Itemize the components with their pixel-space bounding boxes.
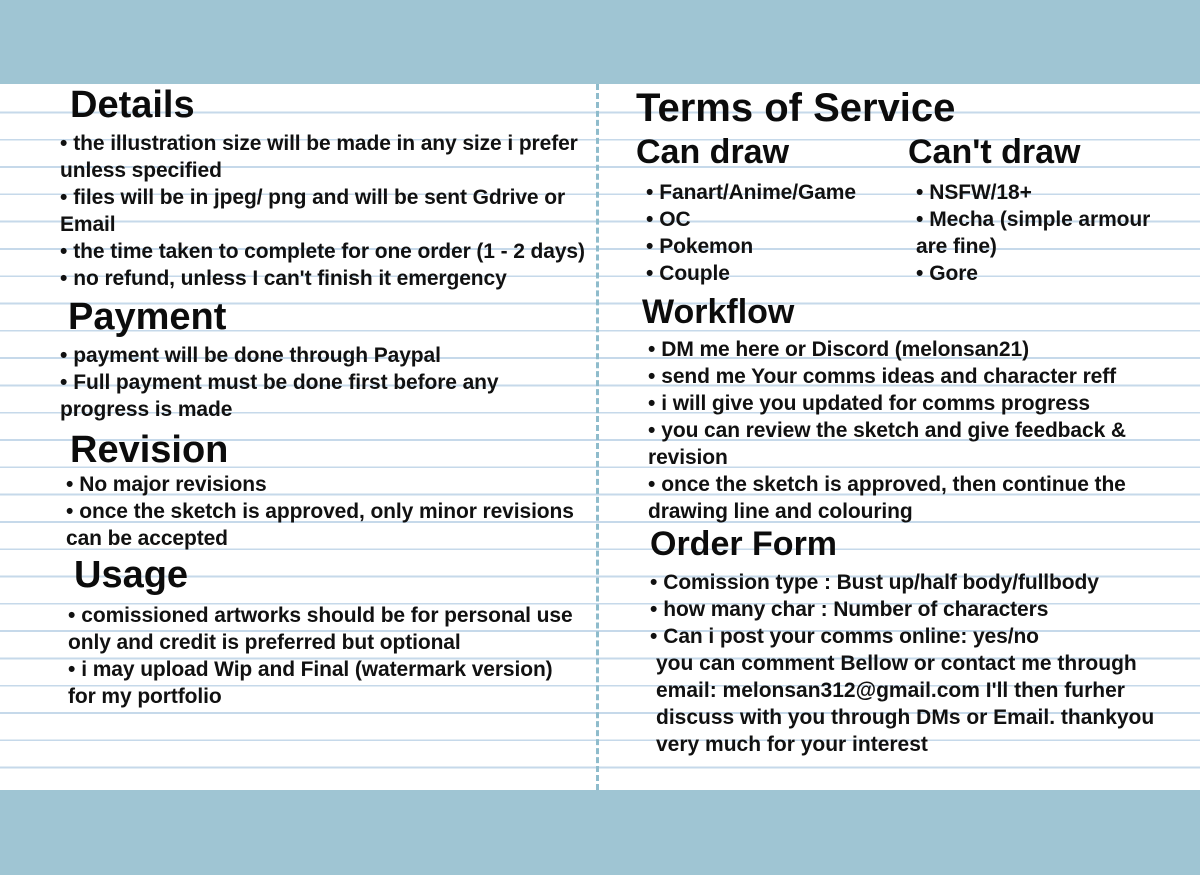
usage-section	[60, 553, 585, 710]
details-item: • the time taken to complete for one order (1 - 2 days)	[60, 239, 585, 263]
details-item: • the illustration size will be made in any size i prefer unless specified	[60, 131, 578, 182]
workflow-item: • DM me here or Discord (melonsan21)	[648, 338, 1029, 362]
payment-list	[60, 342, 585, 423]
order-form-item: • Comission type : Bust up/half body/fullbody	[650, 571, 1099, 595]
usage-list	[68, 602, 585, 710]
order-form-section	[636, 527, 1184, 758]
order-form-heading: Order Form	[650, 525, 838, 564]
order-form-item: • Can i post your comms online: yes/no	[650, 625, 1039, 649]
revision-item: • once the sketch is approved, only minor revisions can be accepted	[66, 499, 574, 550]
cant-draw-block	[908, 135, 1184, 287]
workflow-item: • send me Your comms ideas and character reff	[648, 365, 1117, 389]
notebook-paper	[0, 84, 1200, 790]
workflow-item: • you can review the sketch and give feedback & revision	[648, 419, 1126, 470]
order-form-list	[650, 569, 1184, 650]
left-column	[60, 84, 585, 708]
usage-heading: Usage	[74, 553, 189, 596]
can-draw-item: • Couple	[646, 261, 730, 285]
workflow-list	[648, 336, 1184, 525]
payment-item: • payment will be done through Paypal	[60, 343, 441, 367]
cant-draw-item: • NSFW/18+	[916, 180, 1032, 204]
details-list	[60, 130, 585, 292]
workflow-heading: Workflow	[642, 292, 795, 331]
payment-item: • Full payment must be done first before any progress is made	[60, 370, 499, 421]
column-divider	[596, 84, 599, 790]
details-item: • no refund, unless I can't finish it emergency	[60, 266, 507, 290]
tos-title: Terms of Service	[636, 86, 956, 130]
workflow-item: • i will give you updated for comms progress	[648, 392, 1090, 416]
workflow-item: • once the sketch is approved, then continue the drawing line and colouring	[648, 473, 1126, 524]
details-item: • files will be in jpeg/ png and will be sent Gdrive or Email	[60, 185, 566, 236]
order-form-item: • how many char : Number of characters	[650, 598, 1049, 622]
cant-draw-heading: Can't draw	[908, 133, 1081, 171]
workflow-section	[636, 292, 1184, 526]
details-heading: Details	[70, 84, 195, 126]
revision-section	[60, 428, 585, 552]
can-draw-list	[646, 179, 908, 287]
payment-heading: Payment	[68, 295, 227, 338]
order-form-note: you can comment Bellow or contact me through email: melonsan312@gmail.com I'll then furher discuss with you through DMs or Email. thankyou very much for your interest	[656, 652, 1155, 757]
cant-draw-item: • Mecha (simple armour are fine)	[916, 207, 1151, 258]
payment-section	[60, 295, 585, 423]
usage-item: • i may upload Wip and Final (watermark version) for my portfolio	[68, 657, 553, 708]
cant-draw-list	[916, 179, 1186, 287]
can-draw-heading: Can draw	[636, 133, 790, 171]
details-section	[60, 86, 585, 292]
revision-item: • No major revisions	[66, 472, 267, 496]
can-draw-item: • Fanart/Anime/Game	[646, 180, 856, 204]
revision-list	[66, 471, 585, 552]
can-draw-block	[636, 135, 908, 287]
cant-draw-item: • Gore	[916, 261, 978, 285]
usage-item: • comissioned artworks should be for personal use only and credit is preferred but optional	[68, 603, 573, 654]
can-draw-item: • OC	[646, 207, 691, 231]
can-cant-row	[636, 135, 1184, 287]
can-draw-item: • Pokemon	[646, 234, 754, 258]
revision-heading: Revision	[70, 428, 229, 471]
right-column	[636, 84, 1184, 758]
